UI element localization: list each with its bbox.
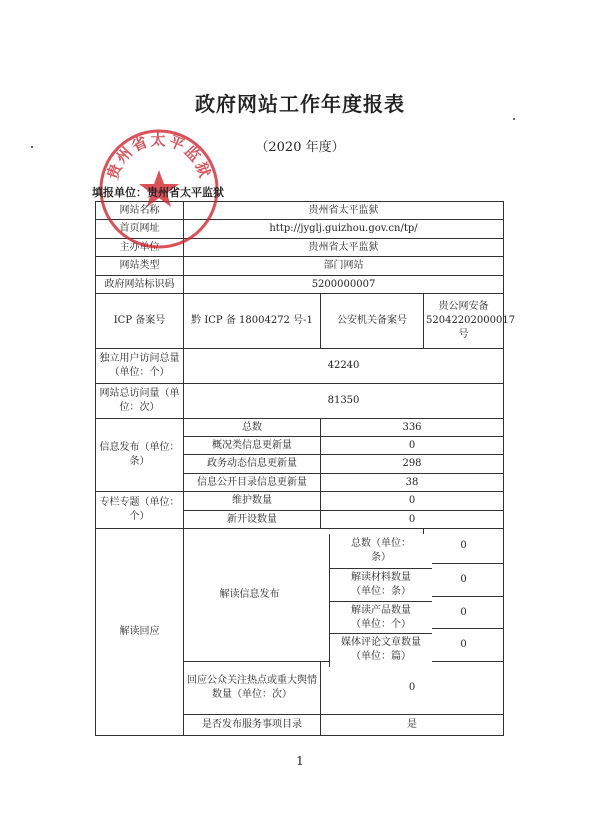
row-value: 42240	[184, 349, 504, 384]
sub-label: 媒体评论文章数量（单位：篇）	[329, 634, 432, 667]
sub-value: 298	[321, 455, 504, 474]
row-value: 81350	[184, 384, 504, 419]
row-label: 主办单位	[96, 239, 184, 257]
row-value: 贵州省太平监狱	[184, 202, 504, 220]
table-row	[96, 384, 504, 419]
table-row	[96, 257, 504, 276]
table-row	[96, 419, 504, 437]
interpretation-subgrid	[329, 534, 432, 667]
sub-label: 信息公开目录信息更新量	[184, 474, 321, 492]
scan-speck	[513, 118, 515, 120]
sub-label: 概况类信息更新量	[184, 437, 321, 455]
row-label: 解读回应	[96, 529, 184, 736]
row-label: 政府网站标识码	[96, 276, 184, 294]
table-row	[96, 294, 504, 349]
page-number: 1	[296, 754, 304, 768]
row-label: 独立用户访问总量（单位：个）	[96, 349, 184, 384]
sub-label: 是否发布服务事项目录	[184, 715, 321, 736]
filling-unit: 填报单位：贵州省太平监狱	[92, 186, 224, 199]
homepage-url: http://jyglj.guizhou.gov.cn/tp/	[184, 220, 504, 239]
table-row	[96, 349, 504, 384]
row-value: 5200000007	[184, 276, 504, 294]
sub-value: 0	[424, 529, 504, 564]
table-row	[96, 529, 504, 564]
row-label: 网站名称	[96, 202, 184, 220]
row-label: 首页网址	[96, 220, 184, 239]
row-label: 网站类型	[96, 257, 184, 276]
sub-value: 是	[321, 715, 504, 736]
sub-label: 解读信息发布	[184, 529, 424, 662]
police-record-number: 贵公网安备52042202000017 号	[424, 294, 504, 349]
page-title: 政府网站工作年度报表	[195, 92, 405, 116]
sub-value: 0	[424, 597, 504, 629]
sub-label: 解读产品数量（单位：个）	[329, 602, 432, 634]
sub-value: 0	[321, 662, 504, 715]
sub-value: 0	[321, 492, 504, 511]
row-label: 公安机关备案号	[321, 294, 424, 349]
sub-label: 新开设数量	[184, 511, 321, 529]
sub-label: 总数（单位：条）	[329, 534, 432, 569]
row-label: ICP 备案号	[96, 294, 184, 349]
sub-value: 0	[424, 629, 504, 662]
sub-value: 0	[321, 511, 504, 529]
sub-label: 解读材料数量（单位：条）	[329, 569, 432, 602]
report-table	[95, 201, 516, 736]
row-label: 专栏专题（单位：个）	[96, 492, 184, 529]
row-label: 网站总访问量（单位：次）	[96, 384, 184, 419]
sub-value: 0	[321, 437, 504, 455]
row-value: 部门网站	[184, 257, 504, 276]
sub-label: 总数	[184, 419, 321, 437]
report-year: （2020 年度）	[255, 140, 345, 155]
seal-text: 贵州省太平监狱	[103, 130, 215, 182]
sub-value: 0	[424, 564, 504, 597]
sub-value: 336	[321, 419, 504, 437]
sub-label: 回应公众关注热点或重大舆情数量（单位：次）	[184, 662, 321, 715]
sub-label: 维护数量	[184, 492, 321, 511]
icp-number: 黔 ICP 备 18004272 号-1	[184, 294, 321, 349]
table-row	[96, 492, 504, 511]
sub-label: 政务动态信息更新量	[184, 455, 321, 474]
sub-value: 38	[321, 474, 504, 492]
table-row	[96, 276, 504, 294]
row-value: 贵州省太平监狱	[184, 239, 504, 257]
row-label: 信息发布（单位：条）	[96, 419, 184, 492]
